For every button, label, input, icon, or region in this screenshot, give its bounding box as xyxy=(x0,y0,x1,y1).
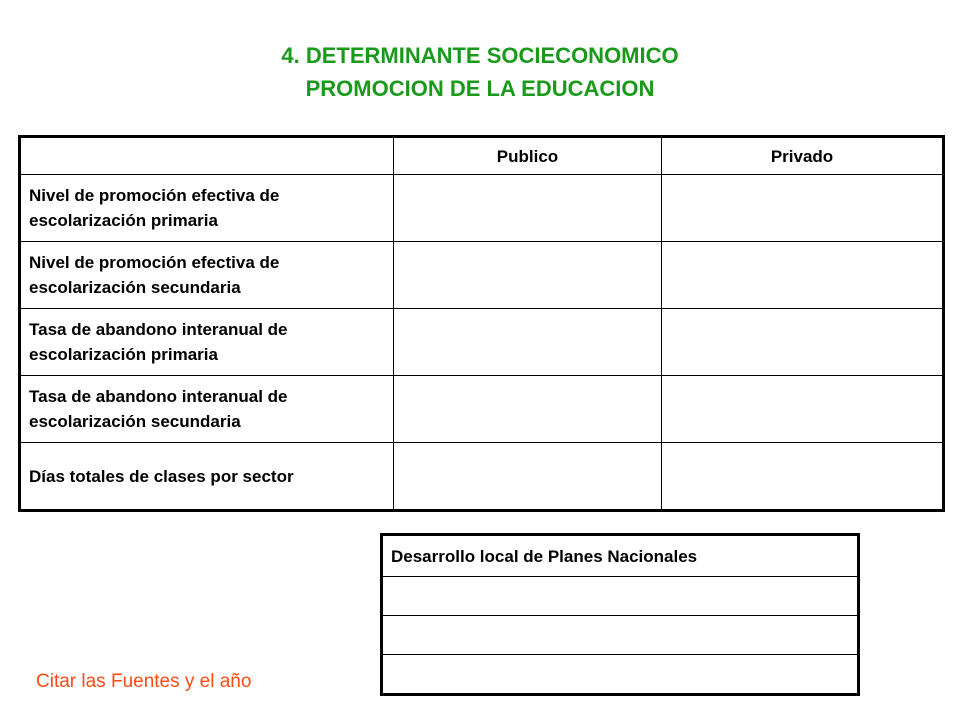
privado-cell[interactable] xyxy=(662,242,944,309)
publico-cell[interactable] xyxy=(394,376,662,443)
planes-cell[interactable] xyxy=(382,655,859,695)
table-row xyxy=(382,616,859,655)
privado-cell[interactable] xyxy=(662,309,944,376)
table-header-row xyxy=(382,535,859,577)
header-cell-privado: Privado xyxy=(662,137,944,175)
page-title-line2: PROMOCION DE LA EDUCACION xyxy=(305,76,655,101)
header-cell-publico: Publico xyxy=(394,137,662,175)
table-row xyxy=(20,376,944,443)
planes-header-cell: Desarrollo local de Planes Nacionales xyxy=(382,535,859,577)
table-row xyxy=(382,577,859,616)
header-cell-empty xyxy=(20,137,394,175)
table-header-row xyxy=(20,137,944,175)
privado-cell[interactable] xyxy=(662,376,944,443)
cite-sources-note: Citar las Fuentes y el año xyxy=(36,671,252,692)
publico-cell[interactable] xyxy=(394,443,662,511)
planes-cell[interactable] xyxy=(382,616,859,655)
table-row xyxy=(20,443,944,511)
table-row xyxy=(20,309,944,376)
table-row xyxy=(20,175,944,242)
row-label: Días totales de clases por sector xyxy=(20,443,394,511)
privado-cell[interactable] xyxy=(662,443,944,511)
planes-nacionales-table xyxy=(380,533,860,696)
privado-cell[interactable] xyxy=(662,175,944,242)
publico-cell[interactable] xyxy=(394,309,662,376)
planes-cell[interactable] xyxy=(382,577,859,616)
education-indicators-table xyxy=(18,135,945,512)
row-label: Tasa de abandono interanual de escolarización secundaria xyxy=(20,376,394,443)
page-title-line1: 4. DETERMINANTE SOCIECONOMICO xyxy=(281,43,679,68)
table-row xyxy=(382,655,859,695)
publico-cell[interactable] xyxy=(394,242,662,309)
table-row xyxy=(20,242,944,309)
row-label: Tasa de abandono interanual de escolarización primaria xyxy=(20,309,394,376)
row-label: Nivel de promoción efectiva de escolarización secundaria xyxy=(20,242,394,309)
publico-cell[interactable] xyxy=(394,175,662,242)
row-label: Nivel de promoción efectiva de escolarización primaria xyxy=(20,175,394,242)
